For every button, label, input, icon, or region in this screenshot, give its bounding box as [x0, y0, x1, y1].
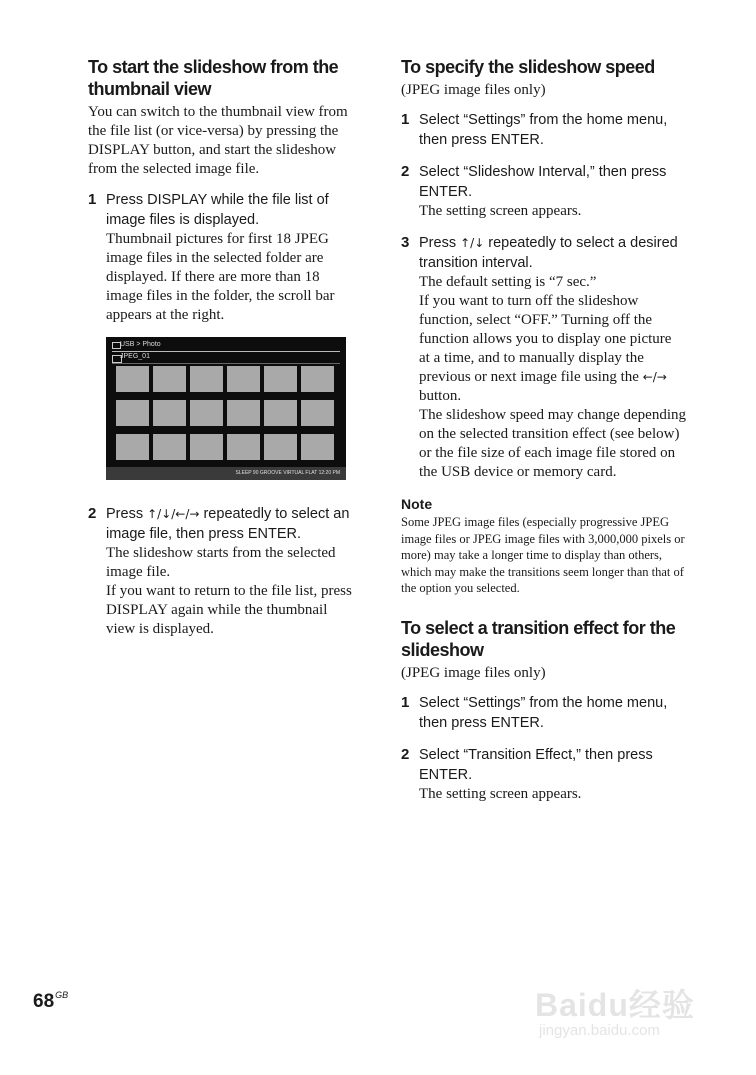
thumbnail: [227, 366, 260, 392]
thumbnail: [153, 434, 186, 460]
thumbnail-grid: [116, 366, 334, 460]
step-instruction: [106, 504, 358, 544]
step-body: The slideshow speed may change depending on the selected transition effect (see below) or the file size of each image file stored on the USB device or memory card.: [419, 407, 687, 480]
step-number: 2: [401, 745, 410, 763]
step-body: The setting screen appears.: [419, 785, 582, 802]
arrow-buttons-icon: ←/→: [642, 370, 667, 384]
note-heading: Note: [401, 496, 433, 512]
baidu-watermark: [535, 962, 725, 1047]
instruction-text: Press: [419, 235, 461, 251]
section-subtitle: (JPEG image files only): [401, 664, 546, 681]
page-number-suffix: GB: [55, 990, 69, 1000]
thumbnail: [264, 400, 297, 426]
step-number: 2: [88, 505, 97, 522]
note-body: Some JPEG image files (especially progressive JPEG image files or JPEG image files with 3,000,000 pixels or more) may take a longer time to display than others, which may make the transitions seem longer than that of the option you selected.: [401, 515, 685, 595]
step-body: The setting screen appears.: [419, 203, 582, 219]
arrow-buttons-icon: ↑/↓/←/→: [147, 507, 200, 521]
step-number: 2: [401, 163, 410, 180]
page-number-value: 68: [33, 991, 55, 1012]
step-number: 1: [401, 111, 410, 128]
step-1: [401, 693, 686, 733]
step-2: [401, 745, 686, 804]
thumbnail: [116, 400, 149, 426]
right-column: [401, 56, 686, 816]
step-instruction: Select “Settings” from the home menu, then press ENTER.: [419, 112, 668, 148]
transition-effect-heading: To select a transition effect for the slideshow: [401, 617, 676, 660]
watermark-url: jingyan.baidu.com: [539, 1022, 660, 1039]
thumbnail: [153, 400, 186, 426]
step-2: [88, 504, 358, 639]
thumbnail: [301, 400, 334, 426]
thumbnail: [190, 400, 223, 426]
slideshow-speed-heading: To specify the slideshow speed: [401, 57, 655, 77]
step-instruction: Select “Settings” from the home menu, then press ENTER.: [419, 694, 668, 731]
thumbnail-screen-figure: [106, 337, 346, 480]
section-subtitle: (JPEG image files only): [401, 82, 546, 98]
thumbnail: [264, 434, 297, 460]
thumbnail: [190, 366, 223, 392]
step-2: [401, 162, 686, 221]
thumbnail: [264, 366, 297, 392]
body-text: If you want to turn off the slideshow function, select “OFF.” Turning off the function allows you to display one picture at a time, and to manually display the previous or next image file using the: [419, 293, 672, 385]
screen-folder-name: JPEG_01: [120, 353, 150, 360]
thumbnail: [301, 366, 334, 392]
body-text: button.: [419, 388, 462, 404]
screen-status-bar: SLEEP 90 GROOVE VIRTUAL FLAT 12:20 PM: [106, 467, 346, 480]
thumbnail: [116, 366, 149, 392]
step-body: Thumbnail pictures for first 18 JPEG image files in the selected folder are displayed. If there are more than 18 image files in the folder, the scroll bar appears at the right.: [106, 231, 335, 323]
thumbnail: [116, 434, 149, 460]
instruction-text: repeatedly to select a desired transition interval.: [419, 235, 678, 271]
step-instruction: Select “Slideshow Interval,” then press ENTER.: [419, 164, 667, 200]
step-body: The slideshow starts from the selected image file.: [106, 545, 336, 580]
step-3: [401, 233, 686, 482]
step-number: 1: [88, 191, 97, 208]
thumbnail: [227, 434, 260, 460]
divider: [112, 363, 340, 364]
step-number: 3: [401, 234, 410, 251]
step-body: If you want to return to the file list, press DISPLAY again while the thumbnail view is displayed.: [106, 583, 352, 637]
thumbnail-view-intro: You can switch to the thumbnail view from the file list (or vice-versa) by pressing the DISPLAY button, and start the slideshow from the selected image file.: [88, 104, 348, 177]
divider: [112, 351, 340, 352]
thumbnail-view-heading: To start the slideshow from the thumbnail view: [88, 57, 339, 99]
step-1: [88, 190, 358, 325]
step-1: [401, 110, 686, 150]
left-column: [88, 56, 358, 651]
thumbnail: [190, 434, 223, 460]
screen-path: USB > Photo: [120, 341, 161, 348]
thumbnail: [301, 434, 334, 460]
watermark-logo: Baidu经验: [535, 987, 695, 1023]
step-number: 1: [401, 693, 410, 711]
step-body: [419, 292, 686, 406]
thumbnail: [227, 400, 260, 426]
page-number: [33, 990, 68, 1013]
step-body: The default setting is “7 sec.”: [419, 274, 597, 290]
instruction-text: repeatedly to select an image file, then press ENTER.: [106, 506, 350, 542]
instruction-text: Press: [106, 506, 148, 522]
arrow-buttons-icon: ↑/↓: [460, 236, 485, 250]
thumbnail: [153, 366, 186, 392]
step-instruction: [419, 233, 686, 273]
step-instruction: Select “Transition Effect,” then press ENTER.: [419, 746, 653, 783]
step-instruction: Press DISPLAY while the file list of image files is displayed.: [106, 192, 329, 228]
